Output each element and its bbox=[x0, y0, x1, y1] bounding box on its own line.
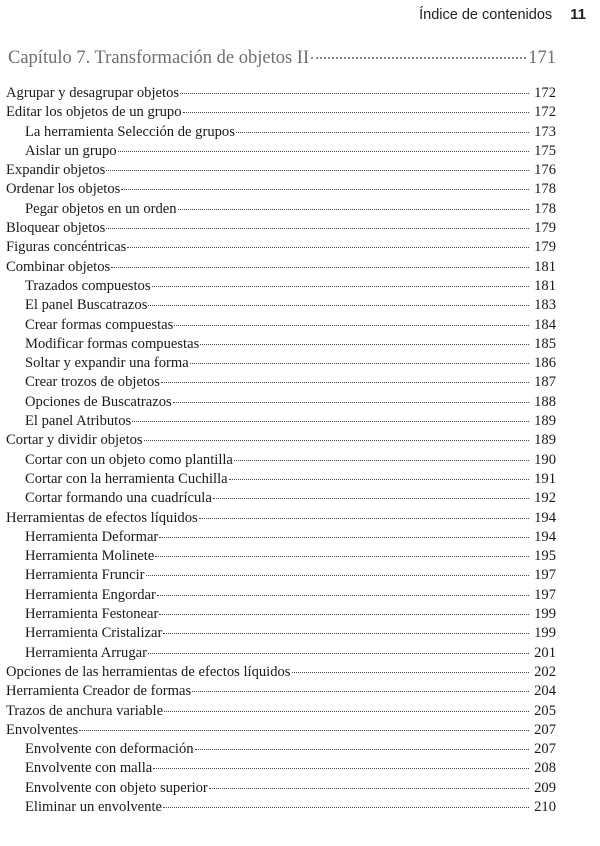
dot-leader bbox=[163, 807, 529, 808]
toc-entry bbox=[6, 490, 556, 509]
toc-entry-label: Herramienta Arrugar bbox=[25, 644, 147, 661]
toc-entry-label: Modificar formas compuestas bbox=[25, 335, 200, 352]
toc-entry bbox=[6, 162, 556, 181]
toc-entry-page: 194 bbox=[534, 509, 556, 526]
dot-leader bbox=[229, 479, 529, 480]
toc-entry-label: Herramienta Creador de formas bbox=[6, 683, 192, 700]
toc-entry-label: Herramientas de efectos líquidos bbox=[6, 509, 198, 526]
dot-leader bbox=[199, 518, 529, 519]
toc-entry-page: 188 bbox=[534, 393, 556, 410]
toc-entry-label: Cortar formando una cuadrícula bbox=[25, 490, 212, 507]
toc-entry bbox=[6, 297, 556, 316]
chapter-title: Capítulo 7. Transformación de objetos II bbox=[8, 48, 310, 68]
dot-leader bbox=[178, 209, 529, 210]
toc-entry-label: Envolvente con malla bbox=[25, 760, 153, 777]
toc-entry bbox=[6, 220, 556, 239]
dot-leader bbox=[152, 286, 529, 287]
toc-entry bbox=[6, 278, 556, 297]
toc-entry bbox=[6, 780, 556, 799]
toc-entry-label: El panel Atributos bbox=[25, 413, 132, 430]
toc-entry-label: Editar los objetos de un grupo bbox=[6, 104, 182, 121]
toc-entry-page: 189 bbox=[534, 413, 556, 430]
dot-leader bbox=[236, 132, 529, 133]
toc-entry-label: Pegar objetos en un orden bbox=[25, 200, 177, 217]
toc-entry-label: Agrupar y desagrupar objetos bbox=[6, 85, 180, 101]
toc-entry bbox=[6, 703, 556, 722]
dot-leader bbox=[111, 267, 529, 268]
toc-entry bbox=[6, 336, 556, 355]
toc-entry-page: 186 bbox=[534, 355, 556, 372]
running-header bbox=[419, 6, 586, 23]
toc-entry-page: 183 bbox=[534, 297, 556, 314]
toc-entry bbox=[6, 567, 556, 586]
toc-entry-page: 194 bbox=[534, 528, 556, 545]
dot-leader bbox=[213, 498, 529, 499]
toc-entry-label: Expandir objetos bbox=[6, 162, 106, 179]
toc-entry-label: Figuras concéntricas bbox=[6, 239, 127, 256]
dot-leader bbox=[174, 325, 529, 326]
toc-entry-page: 178 bbox=[534, 200, 556, 217]
toc-entry bbox=[6, 374, 556, 393]
toc-entry bbox=[6, 587, 556, 606]
toc-entry bbox=[6, 741, 556, 760]
toc-entry bbox=[6, 760, 556, 779]
toc-entry bbox=[6, 722, 556, 741]
toc-entry-page: 181 bbox=[534, 258, 556, 275]
toc-entry-page: 173 bbox=[534, 123, 556, 140]
toc-entry bbox=[6, 317, 556, 336]
toc-entry-page: 201 bbox=[534, 644, 556, 661]
toc-entry bbox=[6, 799, 556, 818]
dot-leader bbox=[209, 788, 529, 789]
toc-entry bbox=[6, 181, 556, 200]
toc-entry-label: Envolvente con deformación bbox=[25, 741, 194, 758]
dot-leader bbox=[132, 421, 529, 422]
toc-entry-label: Trazos de anchura variable bbox=[6, 702, 164, 719]
toc-entry-label: Herramienta Molinete bbox=[25, 548, 155, 565]
toc-entry-page: 205 bbox=[534, 702, 556, 719]
dot-leader bbox=[79, 730, 529, 731]
toc-entry-page: 179 bbox=[534, 220, 556, 237]
toc-entry-label: Cortar con la herramienta Cuchilla bbox=[25, 470, 228, 487]
toc-entry bbox=[6, 510, 556, 529]
toc-entry-page: 190 bbox=[534, 451, 556, 468]
toc-entry bbox=[6, 104, 556, 123]
dot-leader bbox=[311, 57, 526, 59]
dot-leader bbox=[190, 363, 529, 364]
dot-leader bbox=[146, 575, 529, 576]
toc-entry bbox=[6, 239, 556, 258]
dot-leader bbox=[155, 556, 529, 557]
dot-leader bbox=[144, 440, 529, 441]
toc-entry-page: 185 bbox=[534, 335, 556, 352]
toc-entry bbox=[6, 413, 556, 432]
toc-entry-label: Aislar un grupo bbox=[25, 142, 117, 159]
toc-entry-label: Combinar objetos bbox=[6, 258, 111, 275]
toc-entry-label: Opciones de las herramientas de efectos líquidos bbox=[6, 663, 291, 680]
dot-leader bbox=[195, 749, 529, 750]
toc-entry-page: 184 bbox=[534, 316, 556, 333]
dot-leader bbox=[292, 672, 530, 673]
dot-leader bbox=[161, 382, 529, 383]
dot-leader bbox=[164, 711, 529, 712]
dot-leader bbox=[159, 614, 529, 615]
dot-leader bbox=[183, 112, 529, 113]
toc-entry-page: 191 bbox=[534, 470, 556, 487]
dot-leader bbox=[173, 402, 529, 403]
toc-entry bbox=[6, 548, 556, 567]
toc-entry-label: Herramienta Engordar bbox=[25, 586, 156, 603]
toc-entry-label: Opciones de Buscatrazos bbox=[25, 393, 172, 410]
dot-leader bbox=[148, 305, 529, 306]
toc-entry-page: 204 bbox=[534, 683, 556, 700]
toc-entry-label: Herramienta Fruncir bbox=[25, 567, 145, 584]
dot-leader bbox=[192, 691, 529, 692]
toc-entry-page: 192 bbox=[534, 490, 556, 507]
toc-entry bbox=[6, 625, 556, 644]
dot-leader bbox=[148, 653, 529, 654]
dot-leader bbox=[121, 189, 529, 190]
toc-entry-page: 179 bbox=[534, 239, 556, 256]
toc-entry-page: 207 bbox=[534, 721, 556, 738]
toc-entry-label: Envolventes bbox=[6, 721, 79, 738]
toc-entry-label: Herramienta Festonear bbox=[25, 606, 159, 623]
toc-entry-page: 197 bbox=[534, 586, 556, 603]
toc-list bbox=[6, 85, 556, 818]
toc-entry bbox=[6, 143, 556, 162]
toc-entry-label: Herramienta Cristalizar bbox=[25, 625, 163, 642]
toc-entry-page: 207 bbox=[534, 741, 556, 758]
page-number: 11 bbox=[570, 6, 586, 23]
dot-leader bbox=[127, 247, 529, 248]
section-title: Índice de contenidos bbox=[419, 7, 553, 23]
toc-entry-page: 202 bbox=[534, 663, 556, 680]
dot-leader bbox=[106, 170, 529, 171]
toc-entry bbox=[6, 432, 556, 451]
toc-entry-page: 209 bbox=[534, 779, 556, 796]
toc-entry-label: Ordenar los objetos bbox=[6, 181, 121, 198]
toc-entry bbox=[6, 452, 556, 471]
toc-entry-label: Bloquear objetos bbox=[6, 220, 106, 237]
toc-entry bbox=[6, 529, 556, 548]
dot-leader bbox=[180, 93, 529, 94]
toc-entry-page: 208 bbox=[534, 760, 556, 777]
toc-entry-label: Eliminar un envolvente bbox=[25, 798, 162, 815]
toc-entry bbox=[6, 259, 556, 278]
toc-entry bbox=[6, 85, 556, 104]
toc-entry-page: 189 bbox=[534, 432, 556, 449]
toc-entry-page: 172 bbox=[534, 85, 556, 101]
toc-entry bbox=[6, 355, 556, 374]
toc-entry-page: 178 bbox=[534, 181, 556, 198]
toc-entry-page: 210 bbox=[534, 798, 556, 815]
dot-leader bbox=[163, 633, 529, 634]
toc-entry bbox=[6, 606, 556, 625]
toc-entry-label: La herramienta Selección de grupos bbox=[25, 123, 235, 140]
dot-leader bbox=[200, 344, 529, 345]
toc-entry-label: Herramienta Deformar bbox=[25, 528, 159, 545]
toc-entry-label: Cortar con un objeto como plantilla bbox=[25, 451, 233, 468]
toc-entry-page: 172 bbox=[534, 104, 556, 121]
toc-entry bbox=[6, 394, 556, 413]
toc-entry-label: Soltar y expandir una forma bbox=[25, 355, 189, 372]
dot-leader bbox=[159, 537, 529, 538]
toc-entry-label: Crear formas compuestas bbox=[25, 316, 174, 333]
toc-entry-page: 197 bbox=[534, 567, 556, 584]
toc-entry-page: 199 bbox=[534, 625, 556, 642]
toc-entry bbox=[6, 664, 556, 683]
toc-entry bbox=[6, 471, 556, 490]
toc-entry-label: Crear trozos de objetos bbox=[25, 374, 160, 391]
dot-leader bbox=[106, 228, 529, 229]
toc-entry-label: Trazados compuestos bbox=[25, 277, 151, 294]
toc-entry-page: 176 bbox=[534, 162, 556, 179]
toc-entry-page: 175 bbox=[534, 142, 556, 159]
toc-entry-page: 195 bbox=[534, 548, 556, 565]
dot-leader bbox=[153, 768, 529, 769]
dot-leader bbox=[234, 460, 529, 461]
chapter-heading bbox=[8, 48, 556, 69]
toc-entry bbox=[6, 683, 556, 702]
chapter-page: 171 bbox=[528, 48, 556, 68]
toc-entry-page: 181 bbox=[534, 277, 556, 294]
toc-entry-page: 187 bbox=[534, 374, 556, 391]
dot-leader bbox=[118, 151, 529, 152]
toc-entry bbox=[6, 124, 556, 143]
toc-entry-page: 199 bbox=[534, 606, 556, 623]
toc-entry-label: Cortar y dividir objetos bbox=[6, 432, 143, 449]
toc-entry-label: Envolvente con objeto superior bbox=[25, 779, 208, 796]
toc-entry bbox=[6, 201, 556, 220]
toc-entry bbox=[6, 645, 556, 664]
dot-leader bbox=[157, 595, 529, 596]
toc-entry-label: El panel Buscatrazos bbox=[25, 297, 148, 314]
